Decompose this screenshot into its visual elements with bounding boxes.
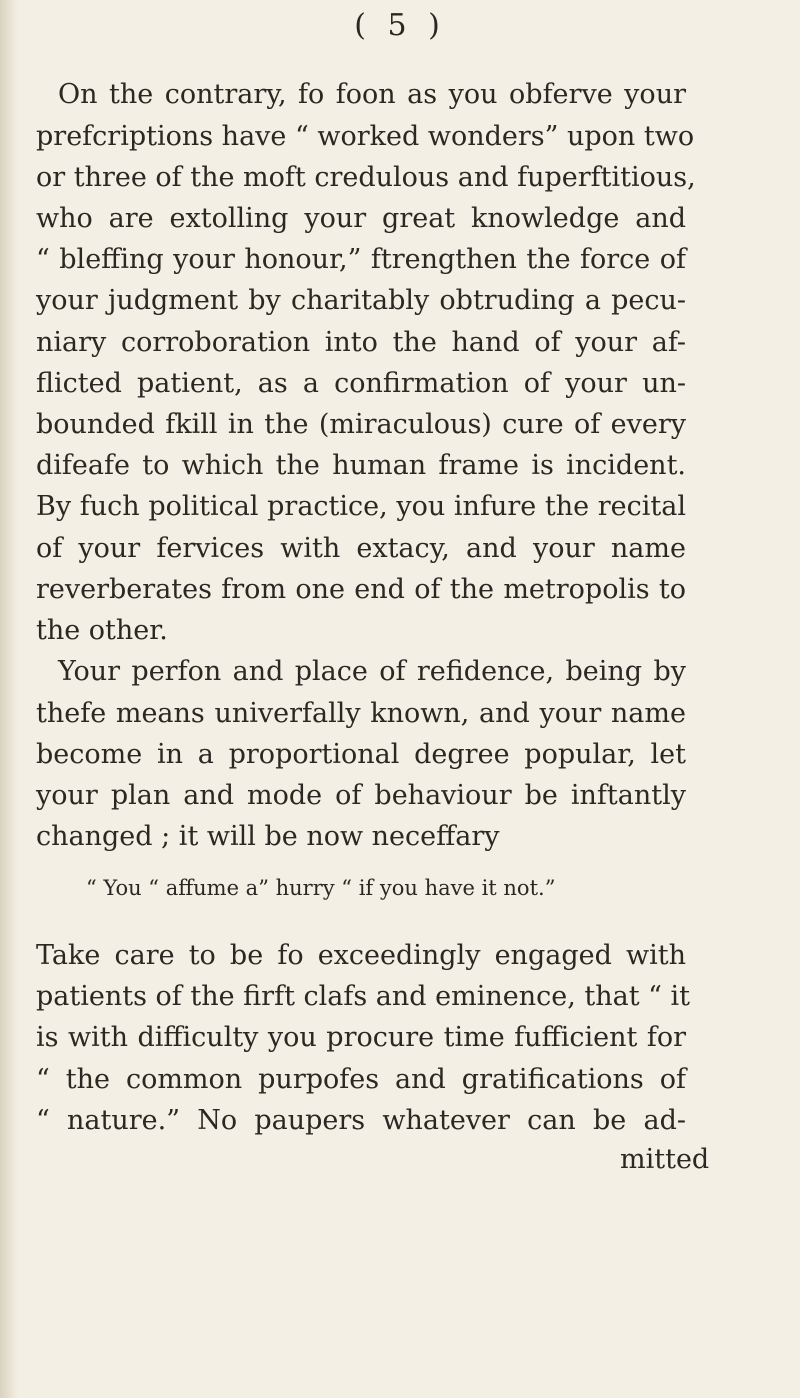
- text-line: is with difficulty you procure time fufficient for: [36, 1022, 686, 1053]
- text-line: who are extolling your great knowledge and: [36, 203, 686, 234]
- text-line: become in a proportional degree popular, let: [36, 739, 686, 770]
- page-number: ( 5 ): [354, 8, 446, 43]
- text-line: flicted patient, as a confirmation of your un-: [36, 368, 686, 399]
- text-line: bounded fkill in the (miraculous) cure of every: [36, 409, 686, 440]
- text-line: of your fervices with extacy, and your name: [36, 533, 686, 564]
- text-line: your judgment by charitably obtruding a pecu-: [36, 285, 686, 316]
- text-line: On the contrary, fo foon as you obferve your: [58, 79, 686, 110]
- text-line: “ nature.” No paupers whatever can be ad-: [36, 1105, 686, 1136]
- text-line: the other.: [36, 615, 168, 646]
- catchword: mitted: [620, 1144, 710, 1175]
- text-line: difeafe to which the human frame is incident.: [36, 450, 686, 481]
- text-line: Your perfon and place of refidence, being by: [58, 656, 686, 687]
- text-line: Take care to be fo exceedingly engaged with: [36, 940, 686, 971]
- text-line: “ bleffing your honour,” ftrengthen the force of: [36, 244, 686, 275]
- quotation: “ You “ affume a” hurry “ if you have it not.”: [86, 876, 556, 900]
- page-gutter-shadow: [0, 0, 18, 1398]
- text-line: changed ; it will be now neceffary: [36, 821, 500, 852]
- text-line: niary corroboration into the hand of your af-: [36, 327, 686, 358]
- text-line: reverberates from one end of the metropolis to: [36, 574, 686, 605]
- text-line: your plan and mode of behaviour be inftantly: [36, 780, 686, 811]
- text-line: thefe means univerfally known, and your name: [36, 698, 686, 729]
- text-line: prefcriptions have “ worked wonders” upon two: [36, 121, 695, 152]
- text-line: “ the common purpofes and gratifications of: [36, 1064, 686, 1095]
- text-line: or three of the moft credulous and fuperftitious,: [36, 162, 696, 193]
- text-line: patients of the firft clafs and eminence, that “ it: [36, 981, 691, 1012]
- text-line: By fuch political practice, you infure the recital: [36, 491, 686, 522]
